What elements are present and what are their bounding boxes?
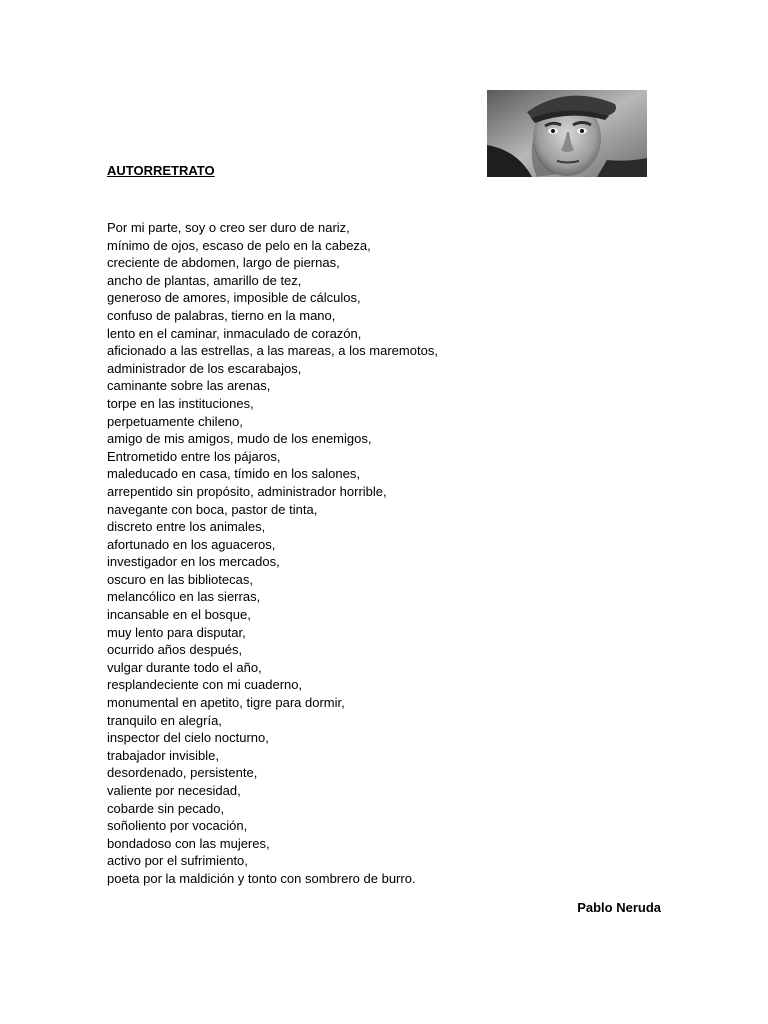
poem-line: poeta por la maldición y tonto con sombrero de burro. [107, 870, 416, 886]
poem-line: trabajador invisible, [107, 747, 220, 763]
poem-line: oscuro en las bibliotecas, [107, 571, 253, 587]
poem-line: valiente por necesidad, [107, 783, 241, 798]
poem-title: AUTORRETRATO [107, 163, 215, 178]
poem-line: resplandeciente con mi cuaderno, [107, 677, 303, 693]
poem-line: soñoliento por vocación, [107, 818, 248, 834]
poem-line: inspector del cielo nocturno, [107, 730, 269, 746]
portrait-photo-drawing [487, 90, 647, 177]
poem-line: caminante sobre las arenas, [107, 378, 271, 394]
portrait-photo-icon [487, 90, 647, 177]
author-signature: Pablo Neruda [577, 900, 661, 915]
poem-line: torpe en las instituciones, [107, 395, 254, 411]
poem-line: administrador de los escarabajos, [107, 360, 302, 376]
poem-line: activo por el sufrimiento, [107, 853, 248, 869]
poem-line: vulgar durante todo el año, [107, 659, 262, 675]
poem-line: generoso de amores, imposible de cálculos, [107, 290, 361, 306]
poem-line: incansable en el bosque, [107, 607, 251, 623]
poem-line: confuso de palabras, tierno en la mano, [107, 307, 336, 323]
poem-line: Entrometido entre los pájaros, [107, 448, 281, 464]
poem-line: melancólico en las sierras, [107, 589, 261, 605]
poem-line: discreto entre los animales, [107, 519, 266, 535]
poem-line: arrepentido sin propósito, administrador horrible, [107, 483, 387, 499]
poem-line: maleducado en casa, tímido en los salones, [107, 466, 360, 482]
poem-line: monumental en apetito, tigre para dormir, [107, 695, 345, 711]
poem-line: ancho de plantas, amarillo de tez, [107, 272, 302, 288]
poem-line: creciente de abdomen, largo de piernas, [107, 255, 340, 271]
poem-line: cobarde sin pecado, [107, 800, 225, 816]
poem-line: afortunado en los aguaceros, [107, 536, 276, 552]
poem-line: navegante con boca, pastor de tinta, [107, 501, 318, 517]
poem-line: lento en el caminar, inmaculado de corazón, [107, 325, 362, 341]
poem-line: desordenado, persistente, [107, 765, 258, 781]
poem-line: muy lento para disputar, [107, 624, 246, 640]
poem-line: tranquilo en alegría, [107, 712, 222, 728]
poem-line: perpetuamente chileno, [107, 413, 243, 429]
poem-line: ocurrido años después, [107, 642, 243, 658]
poem-line: Por mi parte, soy o creo ser duro de nariz, [107, 220, 350, 235]
poem-line: aficionado a las estrellas, a las mareas, a los maremotos, [107, 343, 438, 359]
poem-body [107, 219, 667, 888]
poem-line: amigo de mis amigos, mudo de los enemigos, [107, 431, 372, 447]
poem-line: mínimo de ojos, escaso de pelo en la cabeza, [107, 237, 371, 253]
poem-line: bondadoso con las mujeres, [107, 835, 270, 851]
poem-line: investigador en los mercados, [107, 554, 280, 570]
